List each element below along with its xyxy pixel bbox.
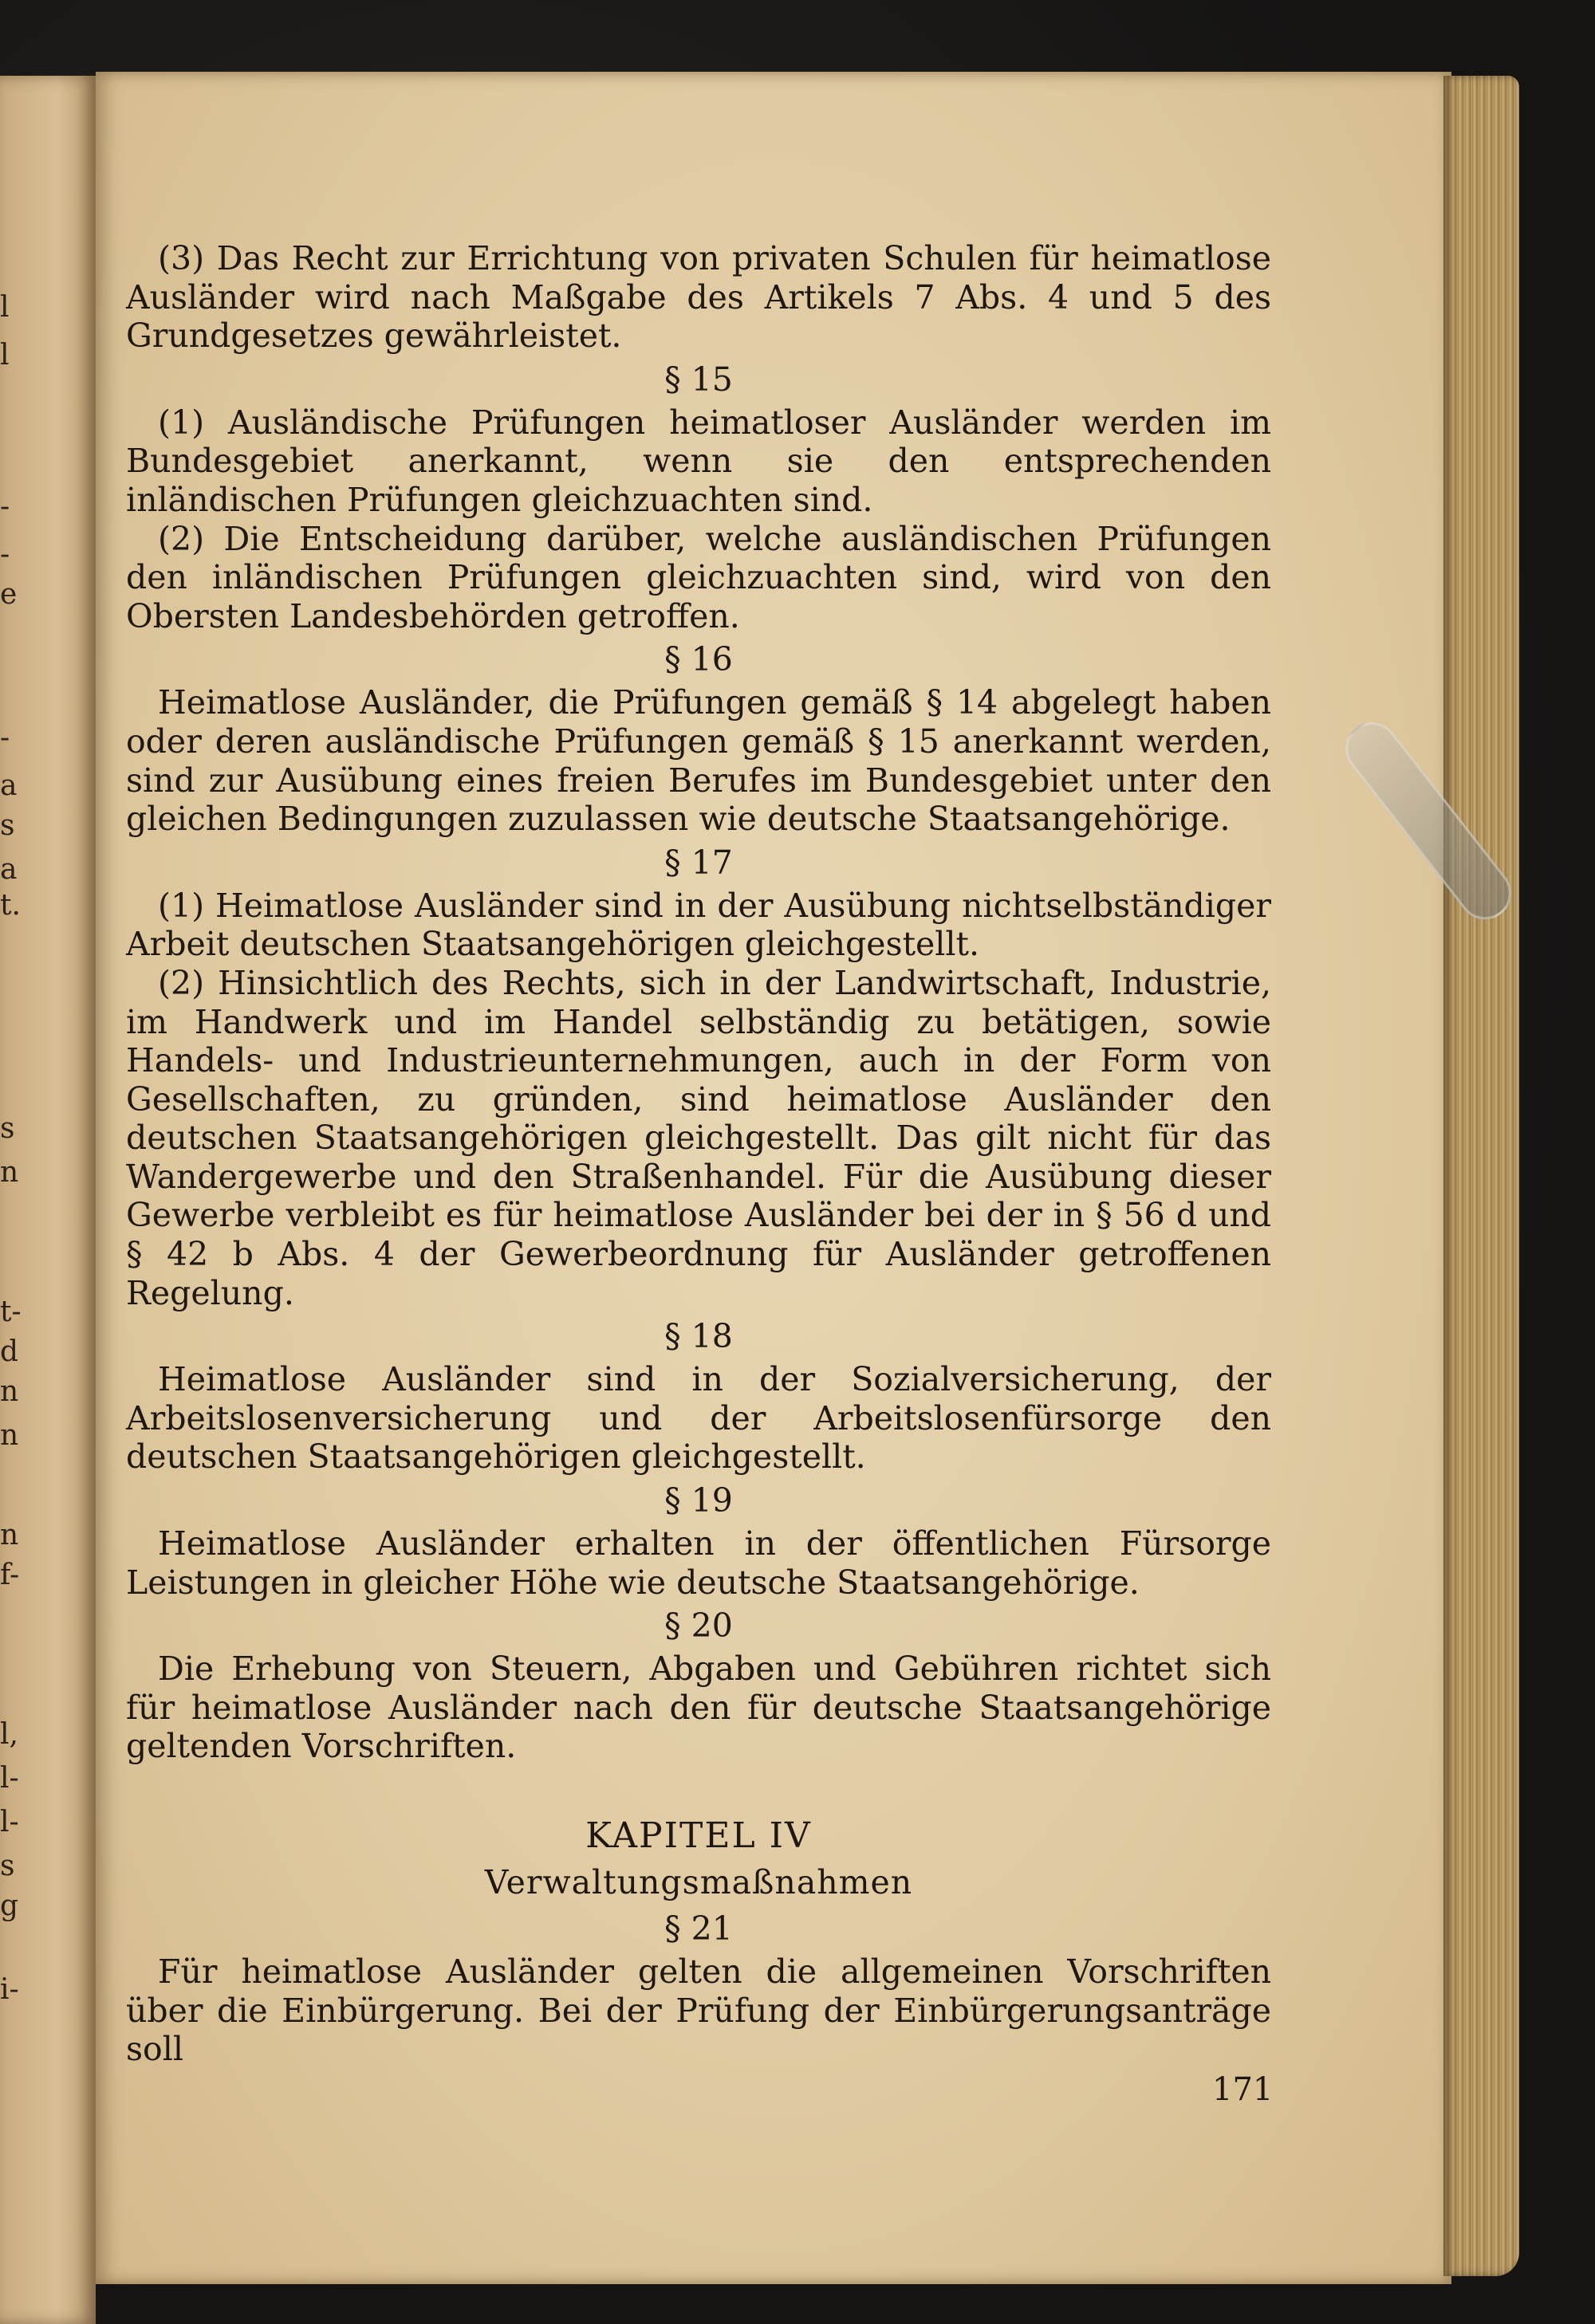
margin-fragment: f- xyxy=(0,1559,20,1591)
chapter-title: KAPITEL IV xyxy=(585,1815,812,1856)
margin-fragment: d xyxy=(0,1335,19,1368)
section-heading: § 20 xyxy=(664,1606,733,1646)
previous-page-edge xyxy=(0,76,96,2324)
section-20 xyxy=(126,1605,1271,1766)
page-number: 171 xyxy=(1212,2071,1274,2108)
section-heading: § 17 xyxy=(664,843,733,882)
margin-fragment: n xyxy=(0,1519,19,1551)
margin-fragment: - xyxy=(0,538,10,571)
section-heading: § 18 xyxy=(664,1317,733,1356)
section-heading: § 15 xyxy=(664,360,733,399)
margin-fragment: g xyxy=(0,1889,19,1922)
paragraph: Heimatlose Ausländer erhalten in der öffentlichen Fürsorge Leistungen in gleicher Höhe wie deutsche Staatsangehörige. xyxy=(126,1524,1271,1602)
page-block-edge xyxy=(1443,76,1519,2276)
section-19 xyxy=(126,1480,1271,1602)
paragraph: Für heimatlose Ausländer gelten die allgemeinen Vorschriften über die Einbürgerung. Bei der Prüfung der Einbürgerungsanträge soll xyxy=(126,1952,1271,2069)
margin-fragment: s xyxy=(0,809,15,842)
margin-fragment: n xyxy=(0,1419,19,1452)
section-heading: § 16 xyxy=(664,640,733,679)
margin-fragment: a xyxy=(0,853,18,886)
page-text xyxy=(126,239,1271,2069)
paragraph: Die Erhebung von Steuern, Abgaben und Gebühren richtet sich für heimatlose Ausländer nach den für deutsche Staatsangehörige geltenden Vorschriften. xyxy=(126,1650,1271,1766)
margin-fragment: i- xyxy=(0,1973,19,2006)
margin-fragment: l xyxy=(0,339,10,372)
margin-fragment: n xyxy=(0,1375,19,1408)
section-17 xyxy=(126,842,1271,1313)
section-heading: § 21 xyxy=(664,1909,733,1948)
margin-fragment: n xyxy=(0,1156,19,1189)
paragraph: (1) Ausländische Prüfungen heimatloser Ausländer werden im Bundesgebiet anerkannt, wenn sie den entsprechenden inländischen Prüfungen gleichzuachten sind. xyxy=(126,403,1271,519)
paragraph: (1) Heimatlose Ausländer sind in der Ausübung nichtselbständiger Arbeit deutschen Staatsangehörigen gleichgestellt. xyxy=(126,886,1271,964)
margin-fragment: l xyxy=(0,291,10,324)
paragraph: (2) Die Entscheidung darüber, welche ausländischen Prüfungen den inländischen Prüfungen gleichzuachten sind, wird von den Obersten Landesbehörden getroffen. xyxy=(126,519,1271,635)
paragraph: (3) Das Recht zur Errichtung von privaten Schulen für heimatlose Ausländer wird nach Maßgabe des Artikels 7 Abs. 4 und 5 des Grundgesetzes gewährleistet. xyxy=(126,239,1271,356)
section-16 xyxy=(126,639,1271,838)
chapter-subtitle: Verwaltungsmaßnahmen xyxy=(484,1863,913,1901)
margin-fragment: l- xyxy=(0,1806,19,1838)
section-heading: § 19 xyxy=(664,1481,733,1520)
margin-fragment: - xyxy=(0,490,10,523)
margin-fragment: e xyxy=(0,578,18,611)
chapter-iv xyxy=(126,1812,1271,2069)
paragraph: (2) Hinsichtlich des Rechts, sich in der Landwirtschaft, Industrie, im Handwerk und im Handel selbständig zu betätigen, sowie Handels- und Industrieunternehmungen, auch in der Form von Gesellschaften, zu gründen, sind heimatlose Ausländer den deutschen Staatsangehörigen gleichgestellt. Das gilt nicht für das Wandergewerbe und den Straßenhandel. Für die Ausübung dieser Gewerbe verbleibt es für heimatlose Ausländer bei der in § 56 d und § 42 b Abs. 4 der Gewerbeordnung für Ausländer getroffenen Regelung. xyxy=(126,963,1271,1312)
section-18 xyxy=(126,1315,1271,1477)
margin-fragment: - xyxy=(0,722,10,754)
margin-fragment: l- xyxy=(0,1762,19,1795)
section-15 xyxy=(126,359,1271,636)
paragraph: Heimatlose Ausländer, die Prüfungen gemäß § 14 abgelegt haben oder deren ausländische Prüfungen gemäß § 15 anerkannt werden, sind zur Ausübung eines freien Berufes im Bundesgebiet unter den gleichen Bedingungen zuzulassen wie deutsche Staatsangehörige. xyxy=(126,683,1271,839)
margin-fragment: t- xyxy=(0,1296,22,1328)
margin-fragment: s xyxy=(0,1112,15,1145)
margin-fragment: l, xyxy=(0,1718,18,1751)
margin-fragment: a xyxy=(0,769,18,802)
margin-fragment: t. xyxy=(0,889,21,922)
previous-page-fragments xyxy=(0,76,96,2324)
paragraph: Heimatlose Ausländer sind in der Sozialversicherung, der Arbeitslosenversicherung und der Arbeitslosenfürsorge den deutschen Staatsangehörigen gleichgestellt. xyxy=(126,1360,1271,1477)
margin-fragment: s xyxy=(0,1850,15,1882)
